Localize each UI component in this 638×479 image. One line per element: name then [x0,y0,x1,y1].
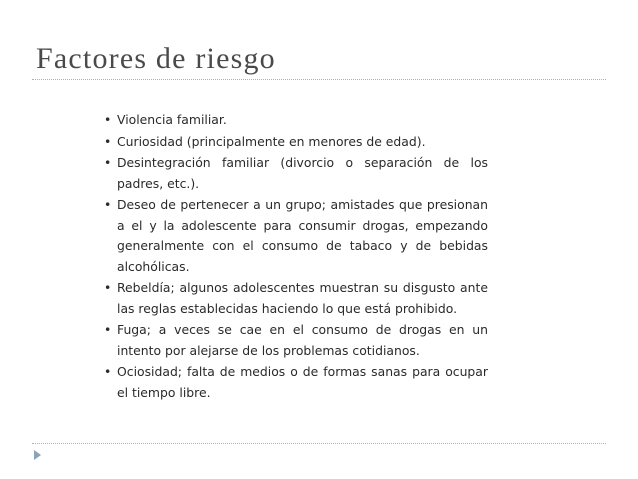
title-divider [32,79,606,80]
list-item: • Curiosidad (principalmente en menores de edad). [104,132,488,153]
footer-divider [32,443,606,444]
list-item: • Violencia familiar. [104,110,488,131]
list-item: • Fuga; a veces se cae en el consumo de drogas en un intento por alejarse de los problemas cotidianos. [104,320,488,361]
list-item: • Deseo de pertenecer a un grupo; amistades que presionan a el y la adolescente para consumir drogas, empezando generalmente con el consumo de tabaco y de bebidas alcohólicas. [104,195,488,277]
risk-factors-list [104,110,488,404]
slide-title: Factores de riesgo [36,42,276,75]
list-item: • Rebeldía; algunos adolescentes muestran su disgusto ante las reglas establecidas haciendo lo que está prohibido. [104,278,488,319]
list-item: • Desintegración familiar (divorcio o separación de los padres, etc.). [104,153,488,194]
list-item: • Ociosidad; falta de medios o de formas sanas para ocupar el tiempo libre. [104,362,488,403]
play-arrow-icon [34,450,41,460]
